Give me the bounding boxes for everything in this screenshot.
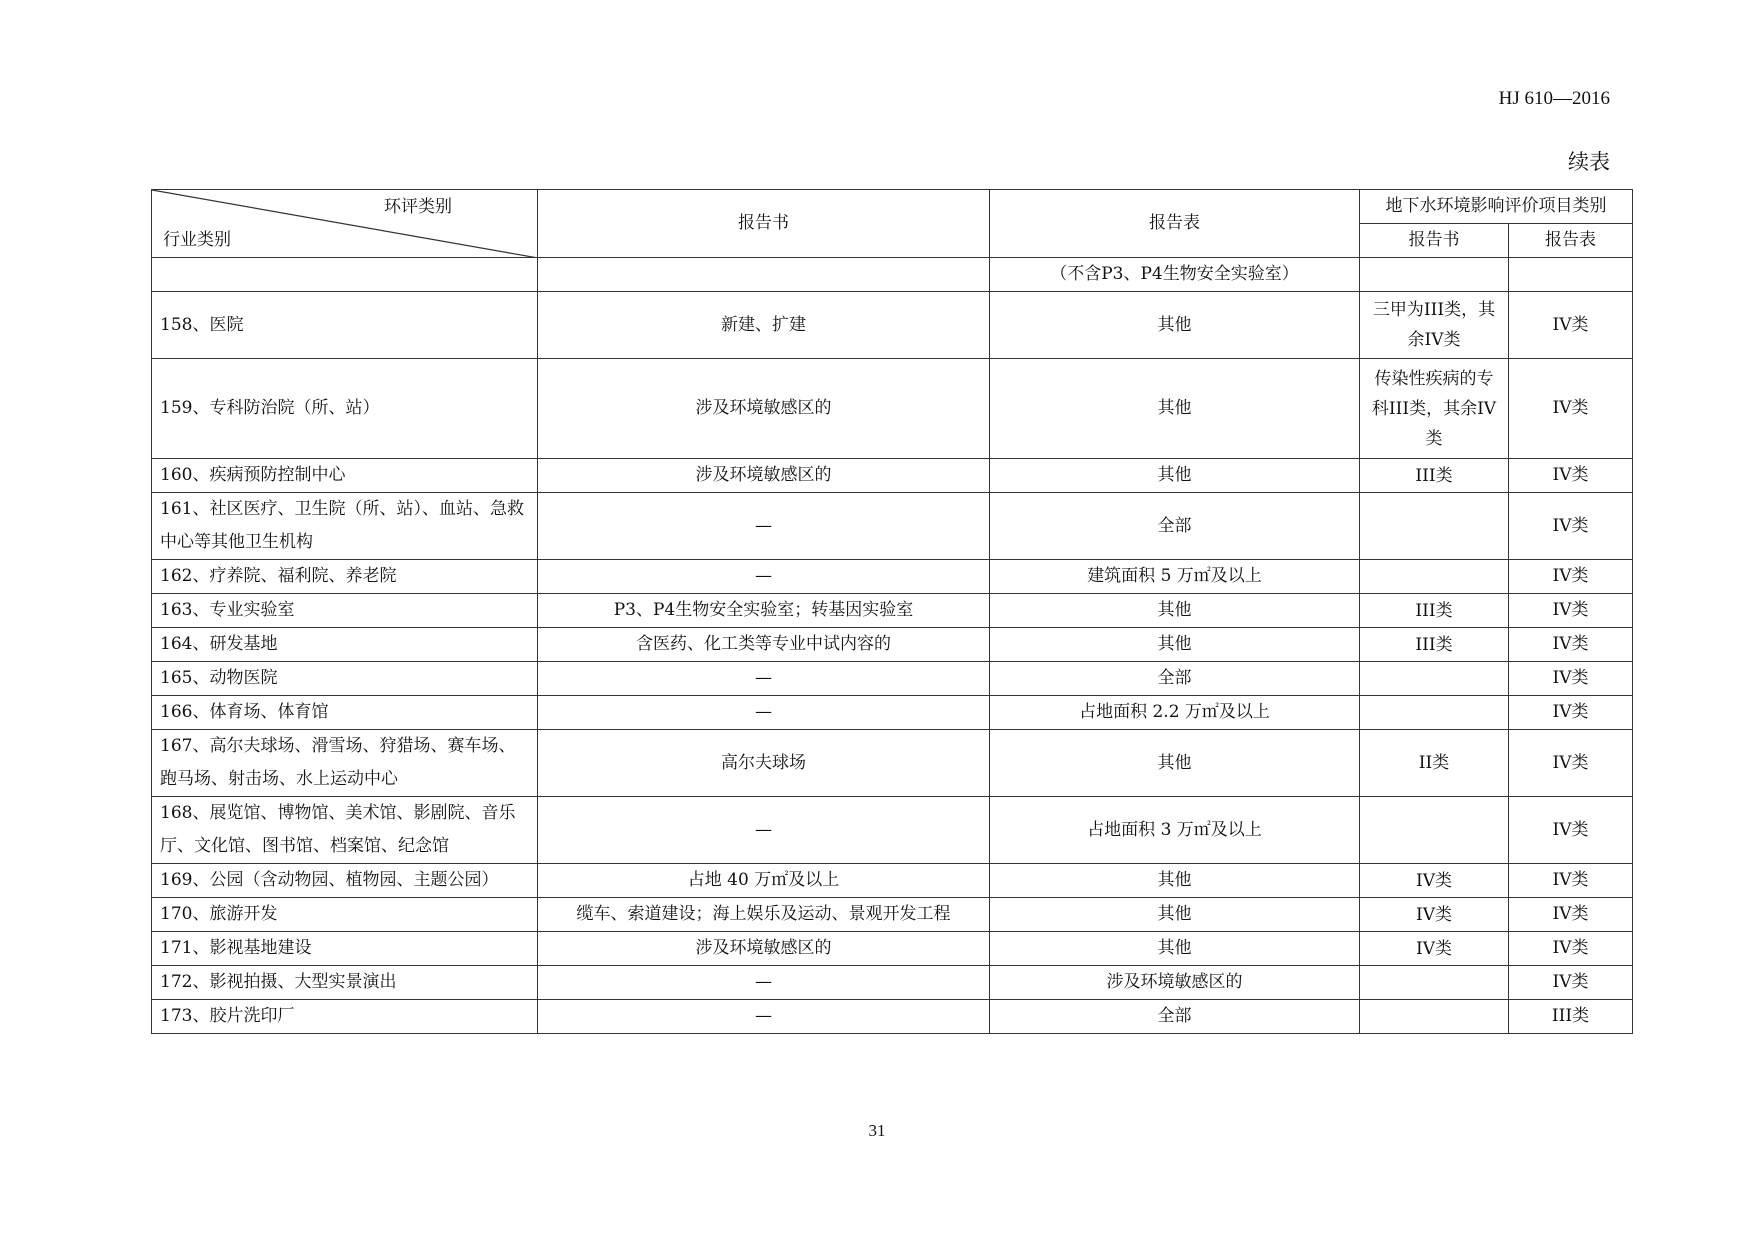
industry-cell: 173、胶片洗印厂	[152, 1000, 538, 1034]
industry-cell: 166、体育场、体育馆	[152, 696, 538, 730]
report-book-cell: —	[538, 560, 990, 594]
table-row	[152, 932, 1633, 966]
report-book-cell: 新建、扩建	[538, 292, 990, 359]
report-book-cell: —	[538, 662, 990, 696]
report-book-cell: —	[538, 696, 990, 730]
report-book-cell: 高尔夫球场	[538, 730, 990, 797]
header-gw-report-book: 报告书	[1360, 224, 1509, 258]
standard-code: HJ 610—2016	[1498, 88, 1610, 109]
report-book-cell: 占地 40 万㎡及以上	[538, 864, 990, 898]
gw-report-book-cell: III类	[1360, 628, 1509, 662]
table-row	[152, 493, 1633, 560]
page-number: 31	[868, 1121, 886, 1140]
gw-report-book-cell: III类	[1360, 594, 1509, 628]
report-table-cell: 全部	[990, 1000, 1360, 1034]
report-table-cell: 其他	[990, 730, 1360, 797]
gw-report-book-cell: IV类	[1360, 864, 1509, 898]
industry-cell: 162、疗养院、福利院、养老院	[152, 560, 538, 594]
report-table-cell: 涉及环境敏感区的	[990, 966, 1360, 1000]
gw-report-table-cell: IV类	[1509, 797, 1633, 864]
table-row	[152, 258, 1633, 292]
gw-report-book-cell	[1360, 560, 1509, 594]
table-row	[152, 1000, 1633, 1034]
report-book-cell: —	[538, 1000, 990, 1034]
eia-category-label: 环评类别	[384, 197, 452, 217]
report-table-cell: 占地面积 3 万㎡及以上	[990, 797, 1360, 864]
table-row	[152, 864, 1633, 898]
gw-report-book-cell	[1360, 1000, 1509, 1034]
report-book-cell: 含医药、化工类等专业中试内容的	[538, 628, 990, 662]
gw-report-table-cell: IV类	[1509, 560, 1633, 594]
report-book-cell: 缆车、索道建设；海上娱乐及运动、景观开发工程	[538, 898, 990, 932]
industry-cell: 159、专科防治院（所、站）	[152, 359, 538, 459]
table-row	[152, 459, 1633, 493]
report-table-cell: 其他	[990, 459, 1360, 493]
classification-table	[151, 189, 1633, 1034]
gw-report-book-cell	[1360, 258, 1509, 292]
table-row	[152, 966, 1633, 1000]
table-header	[152, 190, 1633, 258]
report-book-cell: 涉及环境敏感区的	[538, 932, 990, 966]
report-book-cell: 涉及环境敏感区的	[538, 459, 990, 493]
industry-cell: 171、影视基地建设	[152, 932, 538, 966]
gw-report-table-cell: III类	[1509, 1000, 1633, 1034]
report-table-cell: 全部	[990, 493, 1360, 560]
industry-cell	[152, 258, 538, 292]
gw-report-table-cell: IV类	[1509, 898, 1633, 932]
report-table-cell: 全部	[990, 662, 1360, 696]
report-table-cell: 占地面积 2.2 万㎡及以上	[990, 696, 1360, 730]
report-table-cell: 其他	[990, 628, 1360, 662]
gw-report-table-cell: IV类	[1509, 359, 1633, 459]
industry-category-label: 行业类别	[163, 230, 231, 250]
industry-cell: 160、疾病预防控制中心	[152, 459, 538, 493]
gw-report-table-cell	[1509, 258, 1633, 292]
table-row	[152, 359, 1633, 459]
industry-cell: 161、社区医疗、卫生院（所、站）、血站、急救中心等其他卫生机构	[152, 493, 538, 560]
report-table-cell: 其他	[990, 359, 1360, 459]
industry-cell: 170、旅游开发	[152, 898, 538, 932]
industry-cell: 164、研发基地	[152, 628, 538, 662]
continued-label: 续表	[1568, 150, 1610, 174]
gw-report-book-cell	[1360, 696, 1509, 730]
table-row	[152, 560, 1633, 594]
gw-report-table-cell: IV类	[1509, 932, 1633, 966]
gw-report-table-cell: IV类	[1509, 696, 1633, 730]
report-table-cell: 其他	[990, 864, 1360, 898]
report-book-cell	[538, 258, 990, 292]
industry-cell: 158、医院	[152, 292, 538, 359]
table-row	[152, 662, 1633, 696]
report-table-cell: 其他	[990, 932, 1360, 966]
report-book-cell: —	[538, 797, 990, 864]
report-book-cell: —	[538, 966, 990, 1000]
header-groundwater-category: 地下水环境影响评价项目类别	[1360, 190, 1633, 224]
gw-report-table-cell: IV类	[1509, 628, 1633, 662]
table-row	[152, 730, 1633, 797]
gw-report-table-cell: IV类	[1509, 662, 1633, 696]
gw-report-book-cell	[1360, 797, 1509, 864]
gw-report-table-cell: IV类	[1509, 966, 1633, 1000]
gw-report-table-cell: IV类	[1509, 459, 1633, 493]
report-table-cell: 建筑面积 5 万㎡及以上	[990, 560, 1360, 594]
report-table-cell: 其他	[990, 594, 1360, 628]
table-row	[152, 797, 1633, 864]
industry-cell: 165、动物医院	[152, 662, 538, 696]
table-row	[152, 628, 1633, 662]
table-row	[152, 594, 1633, 628]
gw-report-book-cell: IV类	[1360, 932, 1509, 966]
table-row	[152, 696, 1633, 730]
gw-report-book-cell: IV类	[1360, 898, 1509, 932]
industry-cell: 169、公园（含动物园、植物园、主题公园）	[152, 864, 538, 898]
diagonal-header-cell	[152, 190, 538, 258]
gw-report-book-cell: 三甲为III类，其余IV类	[1360, 292, 1509, 359]
gw-report-book-cell	[1360, 662, 1509, 696]
industry-cell: 167、高尔夫球场、滑雪场、狩猎场、赛车场、跑马场、射击场、水上运动中心	[152, 730, 538, 797]
gw-report-book-cell: 传染性疾病的专科III类，其余IV类	[1360, 359, 1509, 459]
gw-report-table-cell: IV类	[1509, 493, 1633, 560]
table-row	[152, 292, 1633, 359]
industry-cell: 163、专业实验室	[152, 594, 538, 628]
gw-report-book-cell: III类	[1360, 459, 1509, 493]
gw-report-book-cell	[1360, 493, 1509, 560]
header-gw-report-table: 报告表	[1509, 224, 1633, 258]
gw-report-book-cell	[1360, 966, 1509, 1000]
table-body	[152, 258, 1633, 1034]
industry-cell: 168、展览馆、博物馆、美术馆、影剧院、音乐厅、文化馆、图书馆、档案馆、纪念馆	[152, 797, 538, 864]
gw-report-book-cell: II类	[1360, 730, 1509, 797]
gw-report-table-cell: IV类	[1509, 292, 1633, 359]
report-table-cell: 其他	[990, 292, 1360, 359]
report-book-cell: 涉及环境敏感区的	[538, 359, 990, 459]
header-report-book: 报告书	[538, 190, 990, 258]
report-book-cell: —	[538, 493, 990, 560]
report-table-cell: 其他	[990, 898, 1360, 932]
gw-report-table-cell: IV类	[1509, 864, 1633, 898]
report-table-cell: （不含P3、P4生物安全实验室）	[990, 258, 1360, 292]
gw-report-table-cell: IV类	[1509, 594, 1633, 628]
report-book-cell: P3、P4生物安全实验室；转基因实验室	[538, 594, 990, 628]
table-row	[152, 898, 1633, 932]
header-report-table: 报告表	[990, 190, 1360, 258]
industry-cell: 172、影视拍摄、大型实景演出	[152, 966, 538, 1000]
gw-report-table-cell: IV类	[1509, 730, 1633, 797]
